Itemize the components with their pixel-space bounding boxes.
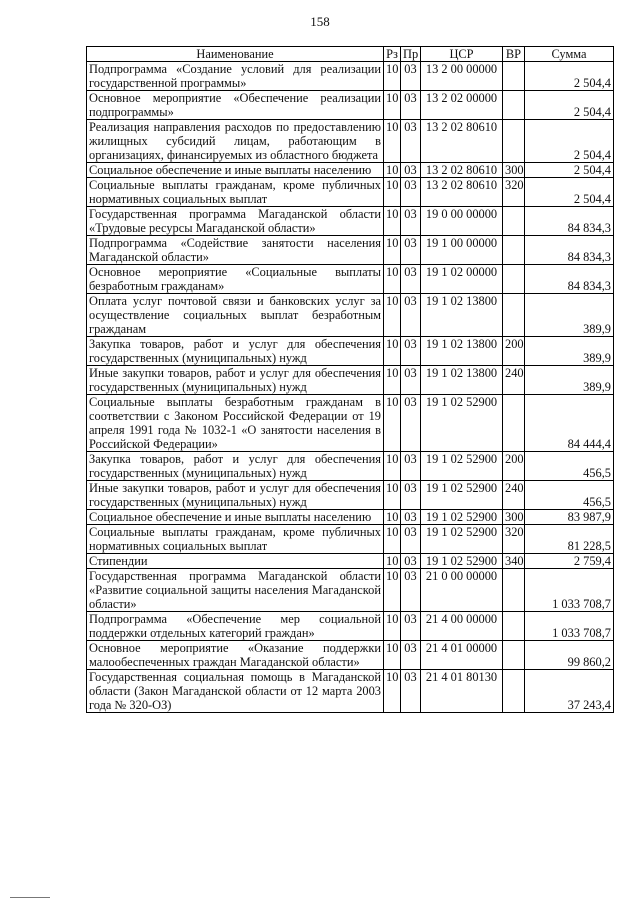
cell-sum: 84 444,4 xyxy=(525,395,614,452)
cell-rz: 10 xyxy=(384,366,401,395)
cell-pr: 03 xyxy=(401,337,421,366)
cell-vr: 200 xyxy=(503,337,525,366)
cell-pr: 03 xyxy=(401,641,421,670)
cell-name: Социальные выплаты гражданам, кроме публичных нормативных социальных выплат xyxy=(87,525,384,554)
table-row xyxy=(87,641,614,670)
cell-rz: 10 xyxy=(384,91,401,120)
cell-vr: 240 xyxy=(503,366,525,395)
table-row xyxy=(87,395,614,452)
cell-sum: 84 834,3 xyxy=(525,207,614,236)
header-rz: Рз xyxy=(384,47,401,62)
cell-csr: 19 1 00 00000 xyxy=(421,236,503,265)
cell-sum: 456,5 xyxy=(525,452,614,481)
table-row xyxy=(87,62,614,91)
cell-vr xyxy=(503,62,525,91)
cell-name: Основное мероприятие «Обеспечение реализации подпрограммы» xyxy=(87,91,384,120)
cell-sum: 456,5 xyxy=(525,481,614,510)
cell-sum: 99 860,2 xyxy=(525,641,614,670)
cell-vr xyxy=(503,395,525,452)
cell-name: Иные закупки товаров, работ и услуг для обеспечения государственных (муниципальных) нужд xyxy=(87,366,384,395)
cell-rz: 10 xyxy=(384,554,401,569)
cell-csr: 19 1 02 52900 xyxy=(421,510,503,525)
footer-rule xyxy=(10,897,50,898)
cell-name: Социальное обеспечение и иные выплаты населению xyxy=(87,510,384,525)
cell-pr: 03 xyxy=(401,569,421,612)
cell-name: Подпрограмма «Обеспечение мер социальной поддержки отдельных категорий граждан» xyxy=(87,612,384,641)
cell-sum: 2 504,4 xyxy=(525,120,614,163)
cell-name: Социальные выплаты гражданам, кроме публичных нормативных социальных выплат xyxy=(87,178,384,207)
cell-name: Стипендии xyxy=(87,554,384,569)
header-pr: Пр xyxy=(401,47,421,62)
cell-csr: 13 2 02 00000 xyxy=(421,91,503,120)
table-row xyxy=(87,612,614,641)
cell-sum: 2 759,4 xyxy=(525,554,614,569)
page-number: 158 xyxy=(310,14,330,29)
cell-csr: 13 2 02 80610 xyxy=(421,120,503,163)
cell-rz: 10 xyxy=(384,525,401,554)
table-header-row xyxy=(87,47,614,62)
cell-rz: 10 xyxy=(384,670,401,713)
cell-pr: 03 xyxy=(401,163,421,178)
cell-pr: 03 xyxy=(401,452,421,481)
header-vr: ВР xyxy=(503,47,525,62)
cell-vr xyxy=(503,265,525,294)
cell-pr: 03 xyxy=(401,62,421,91)
cell-name: Иные закупки товаров, работ и услуг для обеспечения государственных (муниципальных) нужд xyxy=(87,481,384,510)
header-name: Наименование xyxy=(87,47,384,62)
cell-rz: 10 xyxy=(384,337,401,366)
cell-rz: 10 xyxy=(384,641,401,670)
table-row xyxy=(87,366,614,395)
cell-csr: 19 1 02 52900 xyxy=(421,525,503,554)
table-row xyxy=(87,236,614,265)
table-row xyxy=(87,163,614,178)
cell-csr: 13 2 00 00000 xyxy=(421,62,503,91)
cell-vr xyxy=(503,641,525,670)
cell-vr: 240 xyxy=(503,481,525,510)
cell-pr: 03 xyxy=(401,510,421,525)
table-row xyxy=(87,452,614,481)
cell-pr: 03 xyxy=(401,525,421,554)
cell-pr: 03 xyxy=(401,481,421,510)
table-row xyxy=(87,337,614,366)
cell-name: Основное мероприятие «Оказание поддержки малообеспеченных граждан Магаданской области» xyxy=(87,641,384,670)
cell-rz: 10 xyxy=(384,265,401,294)
cell-name: Государственная программа Магаданской области «Трудовые ресурсы Магаданской области» xyxy=(87,207,384,236)
cell-rz: 10 xyxy=(384,612,401,641)
cell-name: Закупка товаров, работ и услуг для обеспечения государственных (муниципальных) нужд xyxy=(87,452,384,481)
table-row xyxy=(87,670,614,713)
cell-sum: 389,9 xyxy=(525,337,614,366)
cell-pr: 03 xyxy=(401,294,421,337)
cell-rz: 10 xyxy=(384,481,401,510)
cell-rz: 10 xyxy=(384,236,401,265)
cell-pr: 03 xyxy=(401,236,421,265)
cell-rz: 10 xyxy=(384,294,401,337)
cell-vr: 300 xyxy=(503,163,525,178)
cell-name: Социальные выплаты безработным гражданам в соответствии с Законом Российской Федерации от 19 апреля 1991 года № 1032-1 «О занятости населения в Российской Федерации» xyxy=(87,395,384,452)
cell-rz: 10 xyxy=(384,395,401,452)
cell-vr xyxy=(503,294,525,337)
cell-csr: 19 1 02 52900 xyxy=(421,554,503,569)
cell-vr xyxy=(503,207,525,236)
table-row xyxy=(87,294,614,337)
cell-csr: 13 2 02 80610 xyxy=(421,178,503,207)
cell-vr xyxy=(503,670,525,713)
cell-name: Закупка товаров, работ и услуг для обеспечения государственных (муниципальных) нужд xyxy=(87,337,384,366)
cell-vr xyxy=(503,569,525,612)
cell-vr: 320 xyxy=(503,178,525,207)
cell-csr: 19 1 02 52900 xyxy=(421,452,503,481)
header-sum: Сумма xyxy=(525,47,614,62)
cell-pr: 03 xyxy=(401,612,421,641)
cell-pr: 03 xyxy=(401,91,421,120)
cell-sum: 2 504,4 xyxy=(525,178,614,207)
cell-sum: 83 987,9 xyxy=(525,510,614,525)
cell-pr: 03 xyxy=(401,178,421,207)
table-row xyxy=(87,481,614,510)
cell-pr: 03 xyxy=(401,554,421,569)
table-row xyxy=(87,265,614,294)
cell-vr xyxy=(503,120,525,163)
cell-csr: 19 1 02 52900 xyxy=(421,395,503,452)
cell-vr xyxy=(503,91,525,120)
cell-sum: 81 228,5 xyxy=(525,525,614,554)
cell-name: Подпрограмма «Содействие занятости населения Магаданской области» xyxy=(87,236,384,265)
cell-name: Государственная программа Магаданской области «Развитие социальной защиты населения Магаданской области» xyxy=(87,569,384,612)
cell-sum: 1 033 708,7 xyxy=(525,569,614,612)
cell-csr: 19 1 02 13800 xyxy=(421,366,503,395)
cell-csr: 19 0 00 00000 xyxy=(421,207,503,236)
cell-vr: 200 xyxy=(503,452,525,481)
table-row xyxy=(87,207,614,236)
cell-sum: 1 033 708,7 xyxy=(525,612,614,641)
cell-pr: 03 xyxy=(401,670,421,713)
cell-pr: 03 xyxy=(401,120,421,163)
cell-name: Основное мероприятие «Социальные выплаты безработным гражданам» xyxy=(87,265,384,294)
cell-csr: 19 1 02 00000 xyxy=(421,265,503,294)
header-csr: ЦСР xyxy=(421,47,503,62)
cell-pr: 03 xyxy=(401,366,421,395)
table-body xyxy=(87,62,614,713)
cell-sum: 37 243,4 xyxy=(525,670,614,713)
table-row xyxy=(87,525,614,554)
cell-csr: 19 1 02 13800 xyxy=(421,294,503,337)
table-row xyxy=(87,554,614,569)
cell-vr: 340 xyxy=(503,554,525,569)
cell-sum: 84 834,3 xyxy=(525,236,614,265)
cell-sum: 389,9 xyxy=(525,366,614,395)
table-row xyxy=(87,178,614,207)
cell-csr: 21 4 01 00000 xyxy=(421,641,503,670)
cell-csr: 21 4 00 00000 xyxy=(421,612,503,641)
cell-rz: 10 xyxy=(384,510,401,525)
table-row xyxy=(87,120,614,163)
cell-vr xyxy=(503,612,525,641)
cell-rz: 10 xyxy=(384,452,401,481)
budget-table xyxy=(86,46,614,713)
cell-pr: 03 xyxy=(401,207,421,236)
cell-name: Оплата услуг почтовой связи и банковских услуг за осуществление социальных выплат безработным гражданам xyxy=(87,294,384,337)
cell-csr: 21 4 01 80130 xyxy=(421,670,503,713)
cell-rz: 10 xyxy=(384,207,401,236)
table-row xyxy=(87,510,614,525)
cell-sum: 84 834,3 xyxy=(525,265,614,294)
cell-csr: 21 0 00 00000 xyxy=(421,569,503,612)
cell-csr: 19 1 02 13800 xyxy=(421,337,503,366)
cell-rz: 10 xyxy=(384,62,401,91)
cell-rz: 10 xyxy=(384,178,401,207)
cell-name: Реализация направления расходов по предоставлению жилищных субсидий лицам, работающим в организациях, финансируемых из областного бюджета xyxy=(87,120,384,163)
cell-pr: 03 xyxy=(401,265,421,294)
cell-name: Социальное обеспечение и иные выплаты населению xyxy=(87,163,384,178)
cell-vr: 320 xyxy=(503,525,525,554)
table-row xyxy=(87,91,614,120)
table-row xyxy=(87,569,614,612)
cell-vr: 300 xyxy=(503,510,525,525)
cell-rz: 10 xyxy=(384,569,401,612)
cell-csr: 13 2 02 80610 xyxy=(421,163,503,178)
cell-name: Государственная социальная помощь в Магаданской области (Закон Магаданской области от 12 марта 2003 года № 320-ОЗ) xyxy=(87,670,384,713)
cell-rz: 10 xyxy=(384,120,401,163)
cell-csr: 19 1 02 52900 xyxy=(421,481,503,510)
cell-name: Подпрограмма «Создание условий для реализации государственной программы» xyxy=(87,62,384,91)
cell-sum: 2 504,4 xyxy=(525,91,614,120)
cell-sum: 2 504,4 xyxy=(525,62,614,91)
cell-sum: 2 504,4 xyxy=(525,163,614,178)
cell-sum: 389,9 xyxy=(525,294,614,337)
cell-pr: 03 xyxy=(401,395,421,452)
cell-vr xyxy=(503,236,525,265)
cell-rz: 10 xyxy=(384,163,401,178)
